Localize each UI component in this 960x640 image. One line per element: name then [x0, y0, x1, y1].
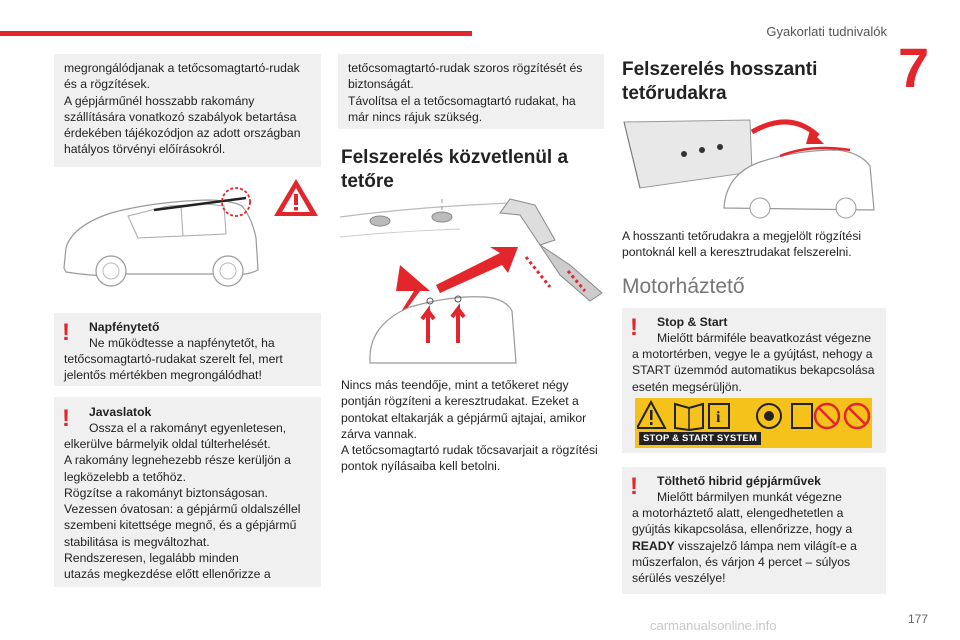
hybrid-title: Tölthető hibrid gépjárművek	[657, 474, 821, 488]
car-roof-bar-warning-illustration	[56, 176, 320, 300]
longitudinal-rails-text: A hosszanti tetőrudakra a megjelölt rögzítési pontoknál kell a keresztrudakat felszerelni.	[622, 229, 862, 260]
sunroof-text-1: Ne működtesse a napfénytetőt, ha	[89, 336, 275, 350]
direct-roof-heading: Felszerelés közvetlenül a tetőre	[341, 147, 569, 192]
continued-advice-text: tetőcsomagtartó-rudak szoros rögzítését és biztonságát. Távolítsa el a tetőcsomagtartó rudakat, ha már nincs rájuk szükség.	[348, 61, 583, 124]
sunroof-warning-box	[54, 313, 321, 386]
stop-start-label-text: STOP & START SYSTEM	[639, 432, 761, 445]
longitudinal-rails-illustration	[620, 110, 890, 222]
direct-roof-mounting-illustration	[340, 195, 608, 367]
stop-start-title: Stop & Start	[657, 315, 728, 329]
hybrid-warning-box	[622, 467, 886, 594]
sunroof-title: Napfénytető	[89, 320, 160, 334]
stop-start-label-sticker	[635, 398, 872, 448]
advice-box	[54, 397, 321, 587]
stop-start-pictograms-icon	[637, 400, 871, 432]
intro-text: megrongálódjanak a tetőcsomagtartó-rudak és a rögzítések. A gépjárműnél hosszabb rakomány szállítására vonatkozó szabályok betartása érdekében tájékozódjon az adott országban hatályos törvényi előírásokról.	[64, 61, 301, 157]
bonnet-section-title: Motorháztető	[622, 275, 745, 298]
hybrid-text-1: Mielőtt bármilyen munkát végezne	[657, 490, 842, 504]
header-title: Gyakorlati tudnivalók	[766, 24, 887, 39]
svg-text:i: i	[716, 409, 721, 426]
continued-advice-box	[338, 54, 604, 129]
advice-title: Javaslatok	[89, 405, 152, 419]
stop-start-box	[622, 308, 886, 453]
watermark: carmanualsonline.info	[650, 618, 777, 633]
intro-box	[54, 54, 321, 167]
header-accent-bar	[0, 31, 472, 36]
longitudinal-rails-heading: Felszerelés hosszanti tetőrudakra	[622, 59, 818, 104]
chapter-number: 7	[898, 36, 930, 99]
sunroof-text-rest: tetőcsomagtartó-rudakat szerelt fel, mert jelentős mértékben megrongálódhat!	[64, 352, 283, 383]
advice-text-1: Ossza el a rakományt egyenletesen,	[89, 421, 287, 435]
warning-icon: !	[62, 405, 70, 432]
hybrid-text-rest: a motorháztető alatt, elengedhetetlen a gyújtás kikapcsolása, ellenőrizze, hogy a READY visszajelző lámpa nem világít-e a műszerfalon, és várjon 4 percet – súlyos sérülés veszélye!	[632, 506, 857, 586]
page-number: 177	[907, 612, 928, 626]
warning-icon: !	[630, 314, 638, 341]
warning-triangle-icon	[274, 179, 318, 216]
warning-icon: !	[62, 319, 70, 346]
stop-start-text-rest: a motortérben, vegye le a gyújtást, nehogy a START üzemmód automatikus bekapcsolása esetén megsérüljön.	[632, 347, 875, 394]
warning-icon: !	[630, 473, 638, 500]
stop-start-text-1: Mielőtt bármiféle beavatkozást végezne	[657, 331, 872, 345]
direct-roof-text: Nincs más teendője, mint a tetőkeret négy pontján rögzíteni a keresztrudakat. Ezeket a pontokat eltakarják a gépjármű ajtajai, amikor zárva vannak. A tetőcsomagtartó rudak tőcsavarjait a rögzítési pontok nyílásaiba kell betolni.	[341, 378, 598, 474]
advice-text-rest: elkerülve bármelyik oldal túlterhelését. A rakomány legnehezebb része kerüljön a legközelebb a tetőhöz. Rögzítse a rakományt biztonságosan. Vezessen óvatosan: a gépjármű oldalszéllel szembeni kitettsége megnő, és a gépjármű stabilitása is megváltozhat. Rendszeresen, legalább minden utazás megkezdése előtt ellenőrizze a	[64, 437, 301, 582]
